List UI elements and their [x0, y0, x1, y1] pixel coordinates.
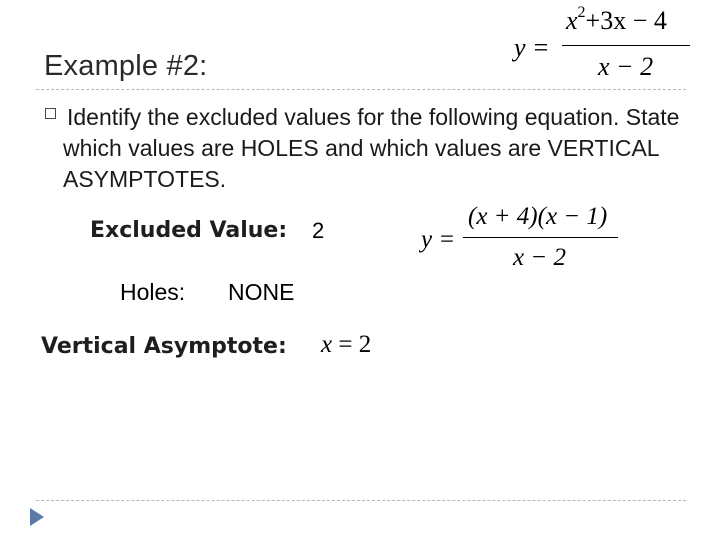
- equation-top-numerator: [566, 6, 667, 36]
- equation-factored-fraction-bar: [463, 237, 618, 238]
- excluded-value-label: Excluded Value:: [90, 218, 288, 243]
- vertical-asymptote-value: = 2: [338, 331, 372, 358]
- slide-title: Example #2:: [44, 50, 208, 82]
- vertical-asymptote-var: x: [321, 331, 333, 358]
- footer-divider: [36, 500, 686, 501]
- numerator-rest: +3x − 4: [585, 6, 667, 35]
- holes-label: Holes:: [120, 279, 186, 305]
- next-arrow-icon[interactable]: [30, 508, 44, 526]
- numerator-x: x: [566, 6, 578, 35]
- numerator-exponent: 2: [577, 4, 586, 21]
- vertical-asymptote-label: Vertical Asymptote:: [41, 334, 287, 359]
- equation-top-fraction-bar: [562, 45, 690, 46]
- square-bullet-icon: [45, 108, 56, 119]
- title-divider: [36, 89, 686, 90]
- vertical-asymptote-equation: [321, 331, 371, 359]
- equation-factored-numerator: (x + 4)(x − 1): [468, 203, 608, 230]
- equation-top-denominator: x − 2: [598, 52, 654, 81]
- excluded-value: 2: [312, 218, 325, 243]
- equation-top-lhs-text: y =: [514, 33, 550, 62]
- equation-factored-lhs: y =: [421, 226, 456, 253]
- equation-factored-denominator: x − 2: [513, 244, 566, 271]
- equation-top-lhs: [514, 33, 550, 63]
- holes-value: NONE: [228, 279, 295, 305]
- bullet-text: [63, 102, 703, 195]
- bullet-text-content: Identify the excluded values for the following equation. State which values are HOLES and which values are VERTICAL ASYMPTOTES.: [63, 104, 680, 192]
